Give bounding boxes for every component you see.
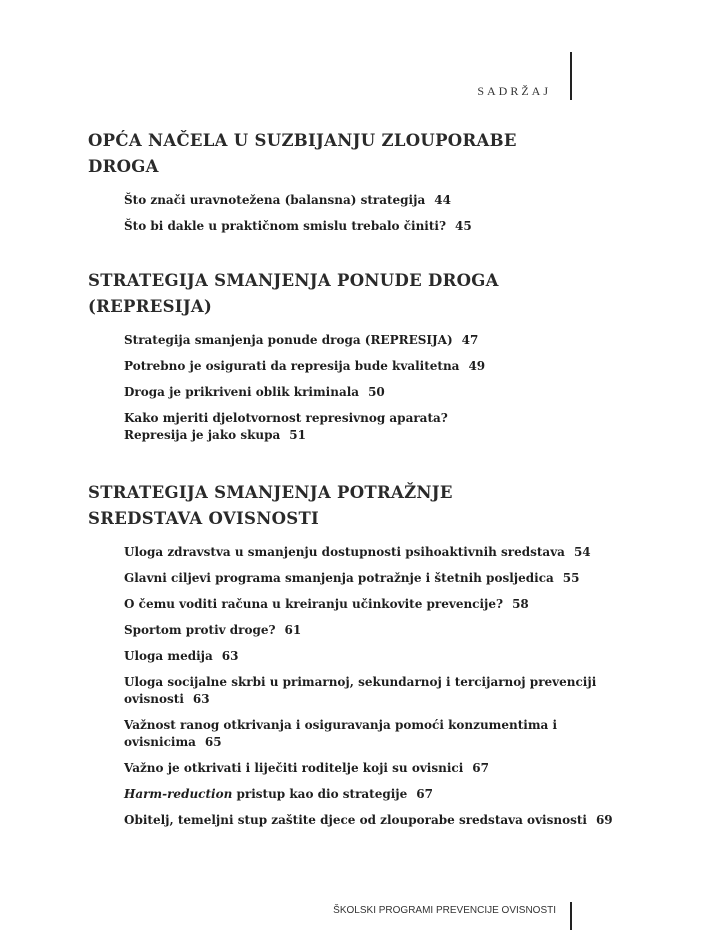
running-header: SADRŽAJ — [477, 84, 551, 98]
page-number: 50 — [368, 385, 385, 399]
page-number: 47 — [461, 333, 479, 347]
entry-text: Glavni ciljevi programa smanjenja potražnje i štetnih posljedica — [124, 571, 554, 585]
toc-entry[interactable] — [124, 812, 613, 829]
entry-text: pristup kao dio strategije — [232, 787, 408, 801]
page-number: 54 — [573, 545, 591, 559]
toc-section-1 — [88, 128, 558, 244]
entry-text: Uloga socijalne skrbi u primarnoj, sekundarnoj i tercijarnoj prevenciji — [124, 675, 597, 689]
page-number: 49 — [468, 359, 486, 373]
toc-entry[interactable] — [124, 648, 558, 665]
footer-rule — [570, 902, 572, 930]
section-title — [88, 480, 558, 532]
page-number: 63 — [221, 649, 239, 663]
page-number: 67 — [472, 761, 489, 775]
entry-text: Što znači uravnotežena (balansna) strategija — [124, 193, 426, 207]
toc-entry[interactable] — [124, 544, 591, 561]
toc-entry[interactable] — [124, 218, 558, 235]
page-number: 63 — [192, 692, 210, 706]
entry-text: Kako mjeriti djelotvornost represivnog aparata? — [124, 411, 448, 425]
entry-text: Represija je jako skupa — [124, 428, 281, 442]
section-title-line: STRATEGIJA SMANJENJA POTRAŽNJE — [88, 483, 453, 502]
running-footer: ŠKOLSKI PROGRAMI PREVENCIJE OVISNOSTI — [333, 905, 556, 916]
entry-text: Uloga medija — [124, 649, 213, 663]
section-title-line: DROGA — [88, 157, 159, 176]
entry-text: Droga je prikriveni oblik kriminala — [124, 385, 360, 399]
entry-text: Sportom protiv droge? — [124, 623, 276, 637]
toc-entry[interactable] — [124, 384, 558, 401]
entry-text-italic: Harm-reduction — [124, 787, 233, 801]
entry-text: Što bi dakle u praktičnom smislu trebalo činiti? — [124, 219, 447, 233]
page-number: 45 — [455, 219, 472, 233]
entry-text: Važnost ranog otkrivanja i osiguravanja pomoći konzumentima i — [124, 718, 558, 732]
toc-entry[interactable] — [124, 717, 558, 751]
toc-entry[interactable] — [124, 410, 558, 444]
section-title-line: SREDSTAVA OVISNOSTI — [88, 509, 320, 528]
toc-section-2 — [88, 268, 558, 453]
header-rule — [570, 52, 572, 100]
entry-text: O čemu voditi računa u kreiranju učinkovite prevencije? — [124, 597, 504, 611]
toc-entry[interactable] — [124, 332, 558, 349]
entry-text: Strategija smanjenja ponude droga (REPRESIJA) — [124, 333, 453, 347]
toc-entry[interactable] — [124, 192, 558, 209]
toc-entry[interactable] — [124, 760, 558, 777]
toc-entry[interactable] — [124, 786, 558, 803]
page-number: 51 — [289, 428, 306, 442]
entry-text: ovisnicima — [124, 735, 196, 749]
toc-entry[interactable] — [124, 674, 597, 708]
toc-entry[interactable] — [124, 570, 580, 587]
page-number: 61 — [284, 623, 302, 637]
entry-text: Važno je otkrivati i liječiti roditelje koji su ovisnici — [124, 761, 464, 775]
entry-text: Obitelj, temeljni stup zaštite djece od zlouporabe sredstava ovisnosti — [124, 813, 587, 827]
section-title — [88, 268, 558, 320]
entry-text: Potrebno je osigurati da represija bude kvalitetna — [124, 359, 460, 373]
section-title-line: STRATEGIJA SMANJENJA PONUDE DROGA — [88, 271, 499, 290]
entry-text: ovisnosti — [124, 692, 184, 706]
page-number: 69 — [595, 813, 613, 827]
toc-entry[interactable] — [124, 596, 558, 613]
entry-text: Uloga zdravstva u smanjenju dostupnosti psihoaktivnih sredstava — [124, 545, 565, 559]
section-title-line: OPĆA NAČELA U SUZBIJANJU ZLOUPORABE — [88, 131, 517, 150]
page-number: 55 — [562, 571, 580, 585]
page-number: 44 — [434, 193, 451, 207]
page-number: 58 — [512, 597, 529, 611]
section-title — [88, 128, 558, 180]
toc-section-3 — [88, 480, 613, 838]
page-number: 67 — [416, 787, 433, 801]
toc-entry[interactable] — [124, 622, 558, 639]
page-number: 65 — [204, 735, 222, 749]
toc-entry[interactable] — [124, 358, 558, 375]
section-title-line: (REPRESIJA) — [88, 297, 213, 316]
